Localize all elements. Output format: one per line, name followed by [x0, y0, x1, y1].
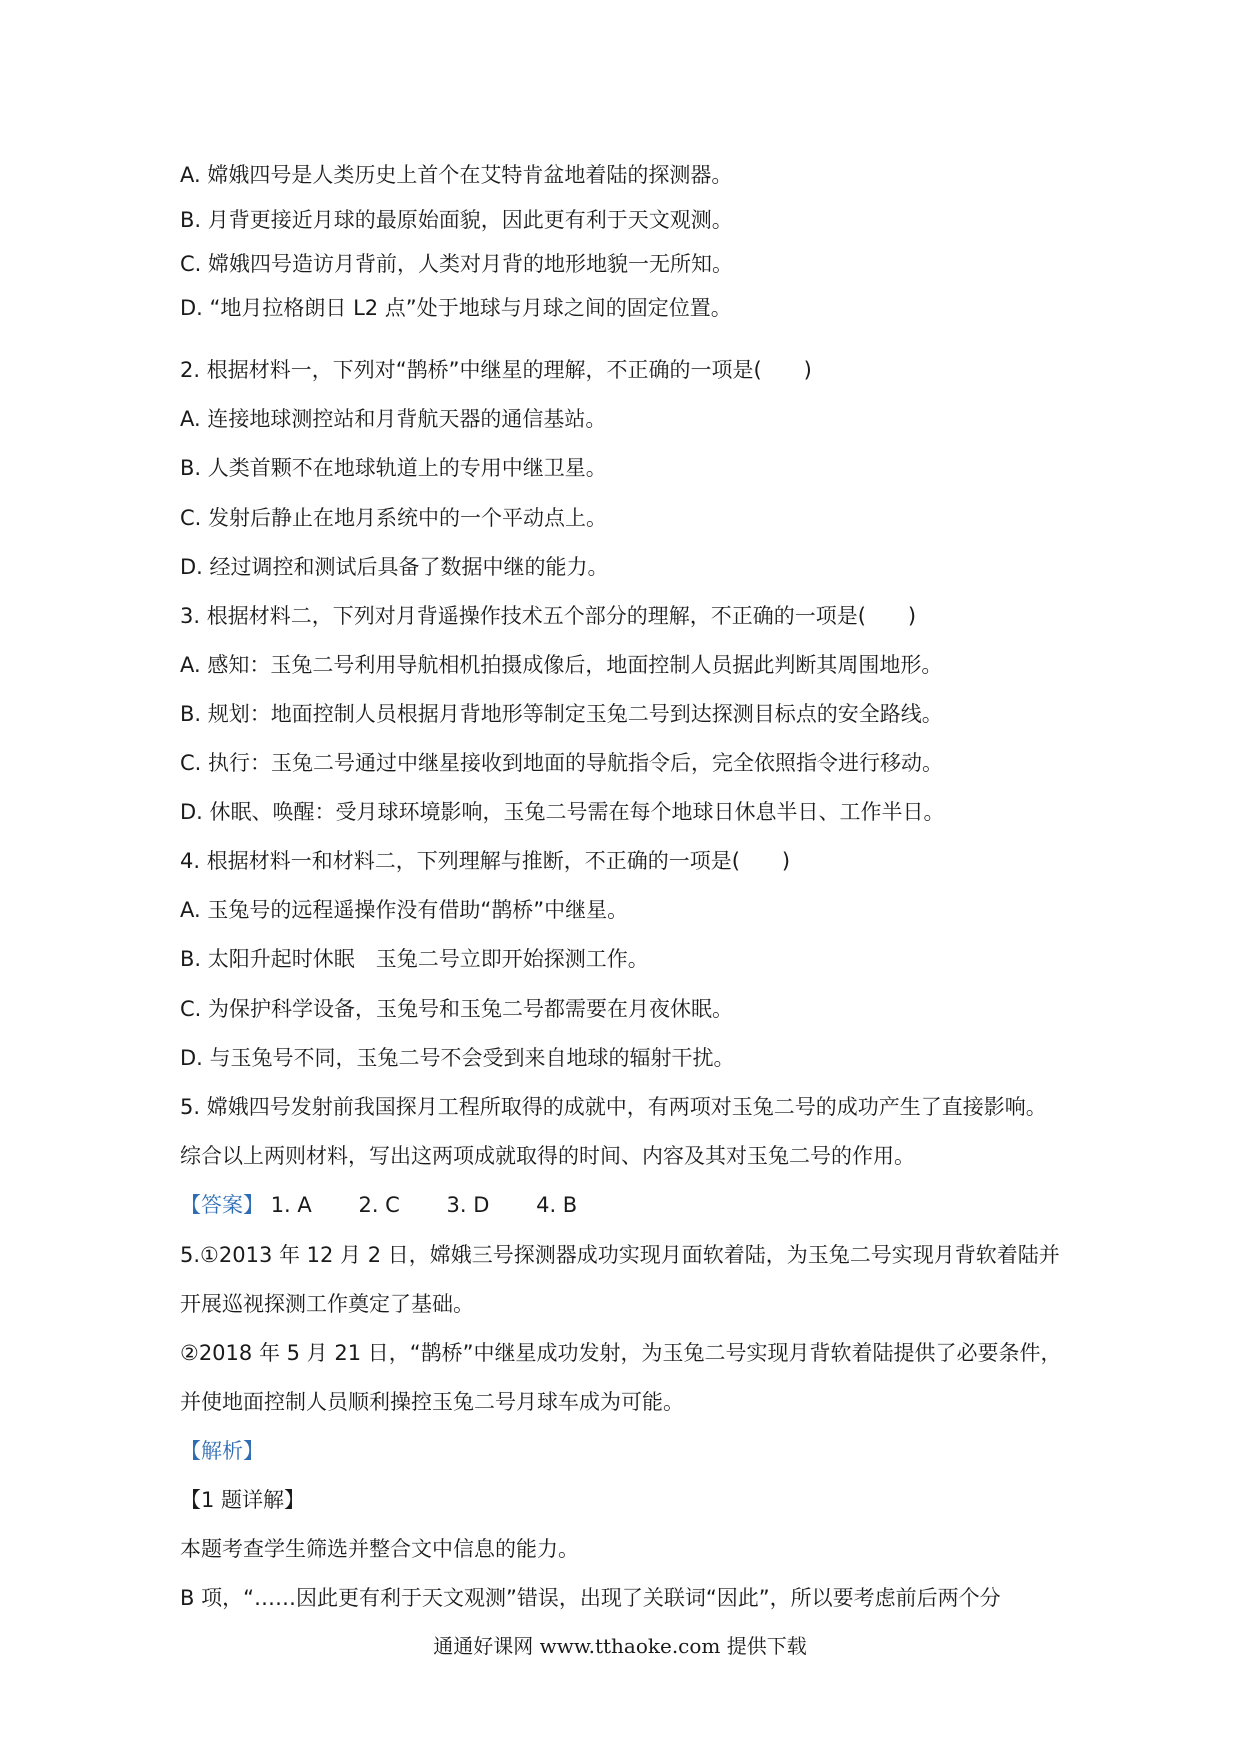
q1-option-d: D. “地月拉格朗日 L2 点”处于地球与月球之间的固定位置。	[180, 296, 732, 320]
q4-option-a: A. 玉兔号的远程遥操作没有借助“鹊桥”中继星。	[180, 898, 629, 922]
answer-5-1-line1: 5.①2013 年 12 月 2 日，嫦娥三号探测器成功实现月面软着陆，为玉兔二号实现月背软着陆并	[180, 1243, 1060, 1267]
answer-5-2-line1: ②2018 年 5 月 21 日，“鹊桥”中继星成功发射，为玉兔二号实现月背软着陆提供了必要条件，	[180, 1341, 1062, 1365]
q4-option-b: B. 太阳升起时休眠 玉兔二号立即开始探测工作。	[180, 947, 649, 971]
page-footer: 通通好课网 www.tthaoke.com 提供下载	[433, 1634, 807, 1658]
answer-label: 【答案】	[180, 1193, 264, 1217]
analysis-line2: B 项，“……因此更有利于天文观测”错误，出现了关联词“因此”，所以要考虑前后两个分	[180, 1586, 1001, 1610]
q3-option-b: B. 规划：地面控制人员根据月背地形等制定玉兔二号到达探测目标点的安全路线。	[180, 702, 943, 726]
analysis-q1-heading: 【1 题详解】	[180, 1488, 306, 1512]
answer-item: 4. B	[536, 1193, 578, 1217]
q3-stem: 3. 根据材料二，下列对月背遥操作技术五个部分的理解，不正确的一项是( )	[180, 604, 917, 628]
q3-option-a: A. 感知：玉兔二号利用导航相机拍摄成像后，地面控制人员据此判断其周围地形。	[180, 653, 943, 677]
q4-option-d: D. 与玉兔号不同，玉兔二号不会受到来自地球的辐射干扰。	[180, 1046, 735, 1070]
answer-5-2-line2: 并使地面控制人员顺利操控玉兔二号月球车成为可能。	[180, 1390, 684, 1414]
q5-stem-line1: 5. 嫦娥四号发射前我国探月工程所取得的成就中，有两项对玉兔二号的成功产生了直接影响。	[180, 1095, 1047, 1119]
q3-option-d: D. 休眠、唤醒：受月球环境影响，玉兔二号需在每个地球日休息半日、工作半日。	[180, 800, 945, 824]
answer-item: 2. C	[358, 1193, 400, 1217]
q4-option-c: C. 为保护科学设备，玉兔号和玉兔二号都需要在月夜休眠。	[180, 997, 734, 1021]
q2-stem: 2. 根据材料一，下列对“鹊桥”中继星的理解，不正确的一项是( )	[180, 358, 812, 382]
q5-stem-line2: 综合以上两则材料，写出这两项成就取得的时间、内容及其对玉兔二号的作用。	[180, 1144, 915, 1168]
q3-option-c: C. 执行：玉兔二号通过中继星接收到地面的导航指令后，完全依照指令进行移动。	[180, 751, 944, 775]
answer-item: 1. A	[270, 1193, 312, 1217]
q1-option-a: A. 嫦娥四号是人类历史上首个在艾特肯盆地着陆的探测器。	[180, 163, 733, 187]
q2-option-c: C. 发射后静止在地月系统中的一个平动点上。	[180, 506, 608, 530]
q2-option-b: B. 人类首颗不在地球轨道上的专用中继卫星。	[180, 456, 607, 480]
q1-option-b: B. 月背更接近月球的最原始面貌，因此更有利于天文观测。	[180, 208, 733, 232]
answer-line	[180, 1190, 1080, 1220]
q4-stem: 4. 根据材料一和材料二，下列理解与推断，不正确的一项是( )	[180, 849, 791, 873]
q2-option-d: D. 经过调控和测试后具备了数据中继的能力。	[180, 555, 609, 579]
q1-option-c: C. 嫦娥四号造访月背前，人类对月背的地形地貌一无所知。	[180, 252, 734, 276]
analysis-label: 【解析】	[180, 1439, 264, 1463]
analysis-line1: 本题考查学生筛选并整合文中信息的能力。	[180, 1537, 579, 1561]
answer-item: 3. D	[446, 1193, 490, 1217]
q2-option-a: A. 连接地球测控站和月背航天器的通信基站。	[180, 407, 607, 431]
answer-5-1-line2: 开展巡视探测工作奠定了基础。	[180, 1292, 474, 1316]
